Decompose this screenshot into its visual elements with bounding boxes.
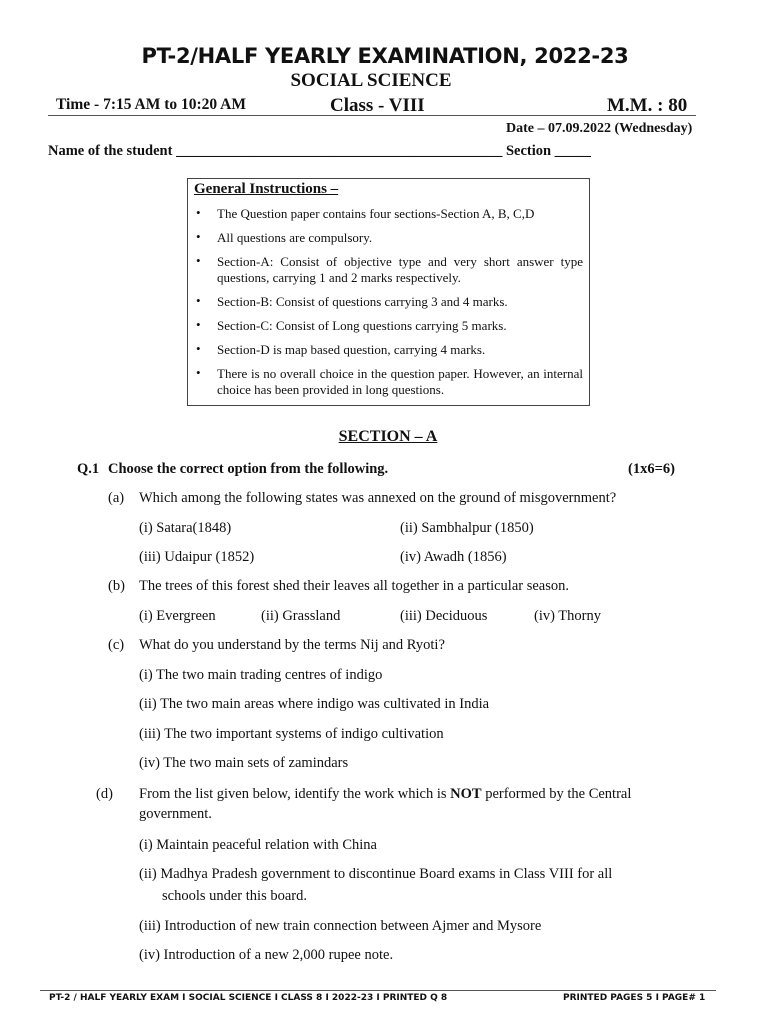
option: (ii) The two main areas where indigo was cultivated in India [139, 696, 490, 712]
option: (i) Evergreen [139, 608, 216, 624]
instructions-heading: General Instructions – [194, 181, 339, 197]
sub-question-text: Which among the following states was annexed on the ground of misgovernment? [139, 490, 617, 506]
bullet-icon: • [196, 293, 201, 308]
option: (ii) Madhya Pradesh government to discontinue Board exams in Class VIII for all [139, 866, 613, 882]
bullet-icon: • [196, 365, 201, 380]
sub-question-label: (c) [108, 637, 125, 653]
instruction-item: Section-A: Consist of objective type and very short answer type questions, carrying 1 and 2 marks respectively. [217, 254, 583, 285]
student-name-line: Name of the student _____________________________________________ Section _____ [48, 143, 591, 159]
instruction-item: All questions are compulsory. [217, 230, 373, 245]
instruction-item: Section-C: Consist of Long questions carrying 5 marks. [217, 318, 507, 333]
option: (iv) The two main sets of zamindars [139, 755, 349, 771]
footer-right: PRINTED PAGES 5 I PAGE# 1 [563, 993, 706, 1003]
option: (iv) Awadh (1856) [400, 549, 507, 565]
footer-divider [40, 990, 716, 991]
max-marks: M.M. : 80 [607, 95, 688, 116]
exam-date: Date – 07.09.2022 (Wednesday) [506, 121, 693, 136]
exam-time: Time - 7:15 AM to 10:20 AM [56, 96, 246, 113]
bullet-icon: • [196, 253, 201, 268]
bullet-icon: • [196, 229, 201, 244]
instruction-item: There is no overall choice in the question paper. However, an internal choice has been provided in long questions. [217, 366, 583, 397]
sub-question-label: (d) [96, 786, 113, 802]
sub-question-text-line2: government. [139, 806, 212, 822]
option: (iii) The two important systems of indigo cultivation [139, 726, 444, 742]
sub-question-label: (a) [108, 490, 125, 506]
sub-question-text [139, 786, 631, 803]
section-a-title: SECTION – A [338, 428, 438, 445]
option: (iii) Introduction of new train connection between Ajmer and Mysore [139, 918, 542, 934]
instruction-item: The Question paper contains four sections-Section A, B, C,D [217, 206, 535, 221]
sub-question-text: What do you understand by the terms Nij and Ryoti? [139, 637, 445, 653]
emphasis-not: NOT [450, 786, 482, 802]
option: (ii) Sambhalpur (1850) [400, 520, 534, 536]
bullet-icon: • [196, 205, 201, 220]
option: (i) Maintain peaceful relation with China [139, 837, 377, 853]
option: (i) The two main trading centres of indigo [139, 667, 383, 683]
option: (iv) Thorny [534, 608, 601, 624]
bullet-icon: • [196, 317, 201, 332]
option: (iii) Udaipur (1852) [139, 549, 255, 565]
instruction-item: Section-D is map based question, carrying 4 marks. [217, 342, 486, 357]
option: (iv) Introduction of a new 2,000 rupee note. [139, 947, 394, 963]
sub-question-label: (b) [108, 578, 125, 594]
footer-left: PT-2 / HALF YEARLY EXAM I SOCIAL SCIENCE I CLASS 8 I 2022-23 I PRINTED Q 8 [49, 993, 448, 1003]
sub-question-text: The trees of this forest shed their leaves all together in a particular season. [139, 578, 570, 594]
sub-question-text-part: performed by the Central [481, 786, 632, 802]
bullet-icon: • [196, 341, 201, 356]
subject-title: SOCIAL SCIENCE [290, 70, 452, 91]
exam-title: PT-2/HALF YEARLY EXAMINATION, 2022-23 [141, 44, 629, 68]
question-number: Q.1 [77, 461, 100, 477]
instruction-item: Section-B: Consist of questions carrying 3 and 4 marks. [217, 294, 508, 309]
option: (iii) Deciduous [400, 608, 488, 624]
question-text: Choose the correct option from the following. [108, 461, 389, 477]
header-divider [48, 115, 696, 116]
option: (i) Satara(1848) [139, 520, 232, 536]
sub-question-text-part: From the list given below, identify the work which is [139, 786, 451, 802]
question-marks: (1x6=6) [628, 461, 675, 477]
option-continuation: schools under this board. [162, 888, 307, 904]
class-label: Class - VIII [330, 95, 425, 116]
option: (ii) Grassland [261, 608, 341, 624]
